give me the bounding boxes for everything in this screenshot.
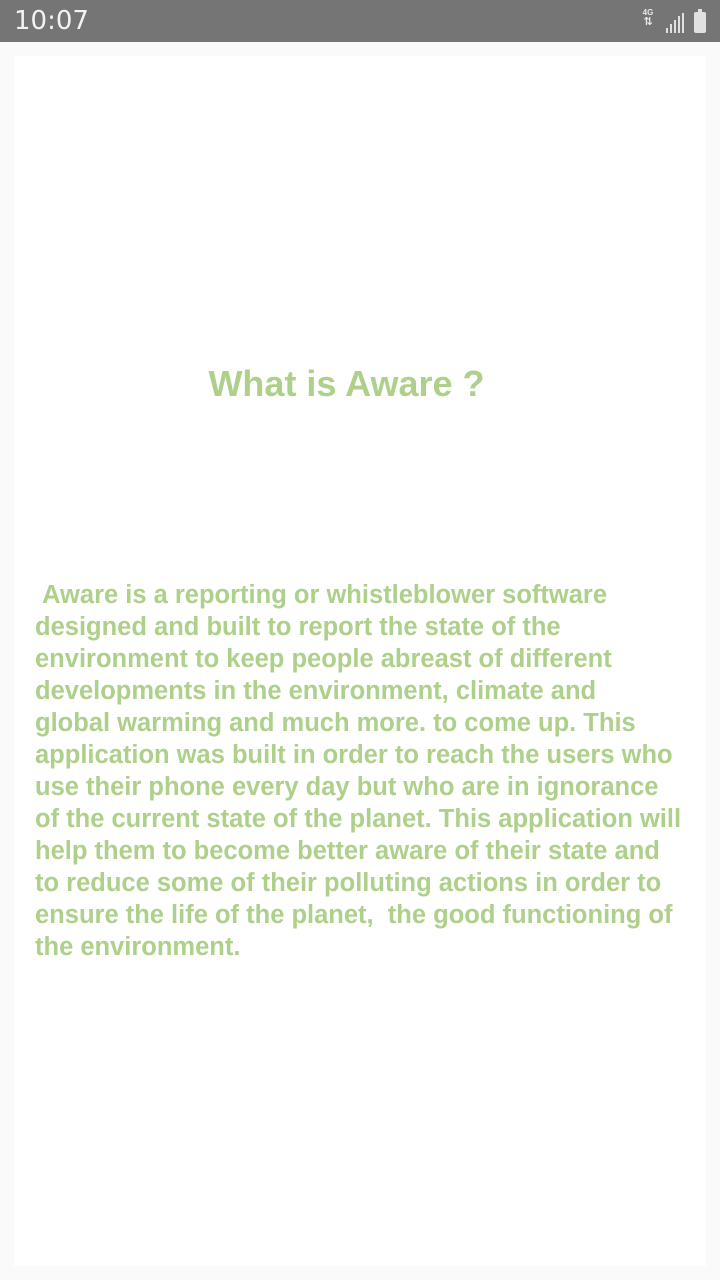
- signal-icon: [666, 13, 684, 33]
- network-label: 4G: [642, 8, 654, 17]
- status-bar: [0, 0, 720, 42]
- page-title: What is Aware ?: [208, 363, 485, 404]
- status-icons: [640, 9, 706, 33]
- network-4g-icon: 4G ⇅: [642, 8, 654, 28]
- battery-icon: [694, 12, 706, 33]
- content-card: [14, 56, 706, 1266]
- status-time: 10:07: [14, 6, 89, 36]
- description-text: Aware is a reporting or whistleblower software designed and built to report the state of the environment to keep people abreast of different developments in the environment, climate and global warming and much more. to come up. This application was built in order to reach the users who use their phone every day but who are in ignorance of the current state of the planet. This application will help them to become better aware of their state and to reduce some of their polluting actions in order to ensure the life of the planet, the good functioning of the environment.: [35, 581, 682, 961]
